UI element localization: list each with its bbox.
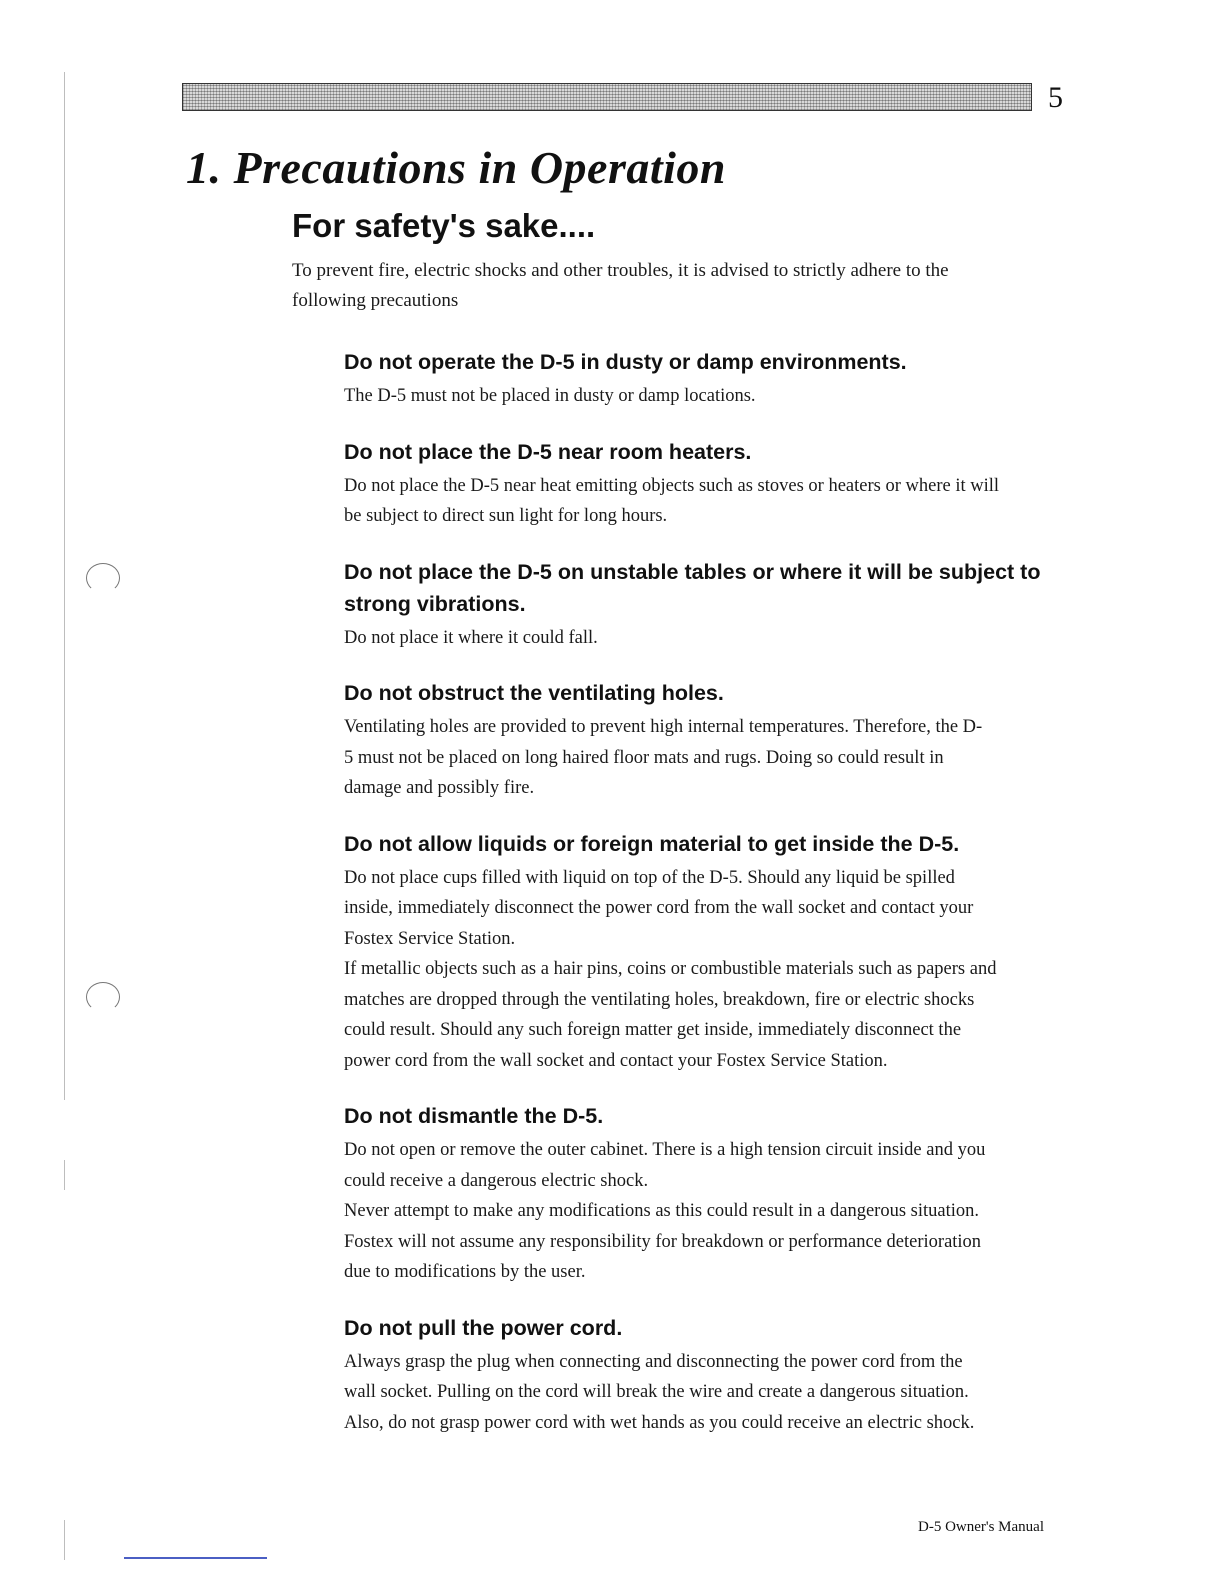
body-line: Never attempt to make any modifications as this could result in a dangerous situation.	[344, 1201, 980, 1221]
precaution-heading	[344, 436, 1064, 468]
body-line: Always grasp the plug when connecting and disconnecting the power cord from the	[344, 1351, 963, 1372]
body-line: Do not open or remove the outer cabinet. There is a high tension circuit inside and you	[344, 1140, 986, 1160]
precaution-body	[344, 623, 1064, 654]
body-line: Fostex will not assume any responsibility for breakdown or performance deterioration	[344, 1231, 982, 1252]
precaution-body	[344, 863, 1064, 1077]
precaution-item	[344, 556, 1064, 654]
left-margin-line-bottom	[64, 1520, 65, 1560]
left-margin-line	[64, 72, 65, 1100]
precaution-body	[344, 712, 1064, 804]
intro-paragraph	[292, 256, 1032, 316]
precaution-body	[344, 471, 1064, 532]
left-margin-line-lower	[64, 1160, 65, 1190]
chapter-title: 1. Precautions in Operation	[186, 142, 727, 193]
body-line: Also, do not grasp power cord with wet hands as you could receive an electric shock.	[344, 1412, 975, 1433]
body-line: Ventilating holes are provided to prevent high internal temperatures. Therefore, the D-	[344, 717, 983, 737]
binder-hole-top	[86, 563, 120, 593]
precaution-item	[344, 828, 1064, 1077]
heading-line: Do not obstruct the ventilating holes.	[344, 681, 724, 705]
body-line: damage and possibly fire.	[344, 778, 535, 798]
heading-line: Do not place the D-5 near room heaters.	[344, 439, 752, 464]
page-number: 5	[1048, 81, 1063, 114]
body-line: inside, immediately disconnect the power cord from the wall socket and contact your	[344, 898, 974, 918]
intro-line: following precautions	[292, 290, 459, 311]
precaution-body	[344, 381, 1064, 412]
precaution-item	[344, 436, 1064, 532]
body-line: wall socket. Pulling on the cord will break the wire and create a dangerous situation.	[344, 1382, 969, 1402]
precaution-body	[344, 1347, 1064, 1439]
precaution-body	[344, 1135, 1064, 1288]
footer-rule	[124, 1557, 267, 1559]
precaution-heading	[344, 346, 1064, 378]
body-line: due to modifications by the user.	[344, 1262, 586, 1282]
precaution-item	[344, 346, 1064, 412]
binder-hole-bottom	[86, 982, 120, 1012]
precaution-item	[344, 1312, 1064, 1439]
precaution-heading	[344, 677, 1064, 709]
precaution-heading	[344, 1100, 1064, 1132]
heading-line: Do not pull the power cord.	[344, 1315, 623, 1340]
body-line: Do not place cups filled with liquid on top of the D-5. Should any liquid be spilled	[344, 867, 955, 888]
body-line: Do not place it where it could fall.	[344, 627, 598, 648]
precaution-heading	[344, 556, 1064, 620]
precaution-list	[344, 346, 1064, 1438]
body-line: be subject to direct sun light for long hours.	[344, 506, 668, 526]
heading-line: Do not place the D-5 on unstable tables or where it will be subject to	[344, 559, 1041, 584]
body-line: could receive a dangerous electric shock.	[344, 1170, 649, 1191]
section-title: For safety's sake....	[292, 207, 596, 244]
precaution-heading	[344, 828, 1064, 860]
heading-line: strong vibrations.	[344, 591, 526, 616]
body-line: If metallic objects such as a hair pins, coins or combustible materials such as papers and	[344, 959, 997, 979]
footer-manual-title: D-5 Owner's Manual	[918, 1519, 1045, 1535]
header-bar	[182, 83, 1032, 111]
precaution-heading	[344, 1312, 1064, 1344]
heading-line: Do not allow liquids or foreign material to get inside the D-5.	[344, 831, 960, 856]
heading-line: Do not dismantle the D-5.	[344, 1104, 604, 1128]
body-line: power cord from the wall socket and contact your Fostex Service Station.	[344, 1050, 888, 1071]
precaution-item	[344, 677, 1064, 804]
body-line: could result. Should any such foreign matter get inside, immediately disconnect the	[344, 1020, 962, 1040]
body-line: Do not place the D-5 near heat emitting objects such as stoves or heaters or where it will	[344, 475, 1000, 496]
precaution-item	[344, 1100, 1064, 1288]
body-line: 5 must not be placed on long haired floor mats and rugs. Doing so could result in	[344, 747, 944, 768]
body-line: Fostex Service Station.	[344, 928, 516, 949]
body-line: matches are dropped through the ventilating holes, breakdown, fire or electric shocks	[344, 989, 975, 1010]
intro-line: To prevent fire, electric shocks and other troubles, it is advised to strictly adhere to the	[292, 260, 949, 281]
body-line: The D-5 must not be placed in dusty or damp locations.	[344, 386, 756, 406]
heading-line: Do not operate the D-5 in dusty or damp environments.	[344, 350, 907, 374]
